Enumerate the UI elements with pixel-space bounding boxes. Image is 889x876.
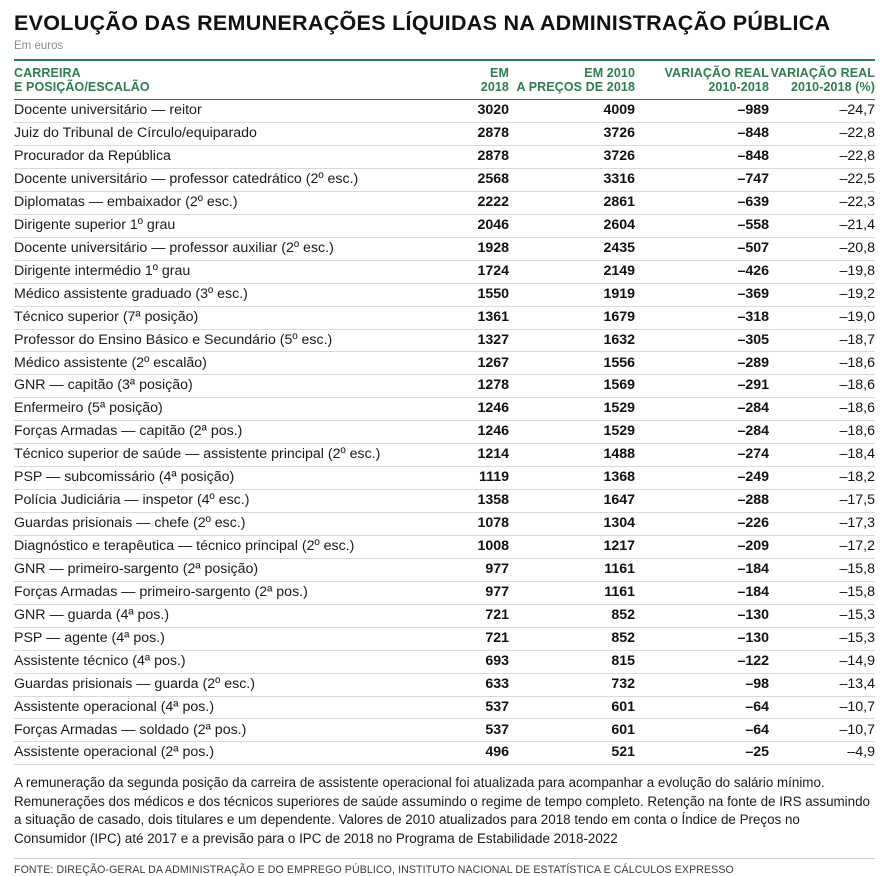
column-header-variacao-real-line1: VARIAÇÃO REAL xyxy=(664,65,769,80)
cell-em2010: 1647 xyxy=(509,490,635,513)
table-row xyxy=(14,191,875,214)
cell-variacao-real-pct: –15,8 xyxy=(769,558,875,581)
cell-em2018: 537 xyxy=(423,719,509,742)
table-row xyxy=(14,237,875,260)
cell-em2018: 2222 xyxy=(423,191,509,214)
cell-carreira: GNR — guarda (4ª pos.) xyxy=(14,604,423,627)
cell-variacao-real: –226 xyxy=(635,513,769,536)
table-row xyxy=(14,673,875,696)
table-row xyxy=(14,581,875,604)
cell-carreira: Forças Armadas — capitão (2ª pos.) xyxy=(14,421,423,444)
table-row xyxy=(14,513,875,536)
cell-variacao-real: –507 xyxy=(635,237,769,260)
cell-variacao-real: –122 xyxy=(635,650,769,673)
table-row xyxy=(14,260,875,283)
cell-em2010: 1161 xyxy=(509,558,635,581)
cell-carreira: GNR — capitão (3ª posição) xyxy=(14,375,423,398)
table-row xyxy=(14,329,875,352)
table-row xyxy=(14,742,875,765)
cell-em2018: 2046 xyxy=(423,214,509,237)
cell-em2010: 2861 xyxy=(509,191,635,214)
cell-variacao-real-pct: –19,2 xyxy=(769,283,875,306)
cell-em2010: 852 xyxy=(509,604,635,627)
cell-variacao-real-pct: –10,7 xyxy=(769,719,875,742)
cell-variacao-real: –291 xyxy=(635,375,769,398)
source-line: FONTE: DIREÇÃO-GERAL DA ADMINISTRAÇÃO E DO EMPREGO PÚBLICO, INSTITUTO NACIONAL DE ESTATÍSTICA E CÁLCULOS EXPRESSO xyxy=(14,858,875,876)
column-header-variacao-real-pct-line2: 2010-2018 (%) xyxy=(791,80,875,95)
cell-variacao-real: –289 xyxy=(635,352,769,375)
table-row xyxy=(14,398,875,421)
table-row xyxy=(14,306,875,329)
header-divider xyxy=(14,59,875,61)
cell-variacao-real: –284 xyxy=(635,421,769,444)
cell-em2018: 1724 xyxy=(423,260,509,283)
cell-variacao-real: –98 xyxy=(635,673,769,696)
cell-em2018: 1278 xyxy=(423,375,509,398)
table-row xyxy=(14,100,875,123)
table-row xyxy=(14,696,875,719)
column-header-variacao-real-pct xyxy=(769,64,875,100)
cell-em2010: 1919 xyxy=(509,283,635,306)
cell-variacao-real-pct: –19,8 xyxy=(769,260,875,283)
cell-em2018: 1246 xyxy=(423,421,509,444)
cell-em2018: 3020 xyxy=(423,100,509,123)
cell-carreira: Forças Armadas — primeiro-sargento (2ª pos.) xyxy=(14,581,423,604)
cell-variacao-real-pct: –18,4 xyxy=(769,444,875,467)
cell-variacao-real-pct: –22,5 xyxy=(769,168,875,191)
cell-variacao-real: –305 xyxy=(635,329,769,352)
column-header-em2010-line2: A PREÇOS DE 2018 xyxy=(516,80,635,95)
cell-em2010: 1632 xyxy=(509,329,635,352)
cell-carreira: Procurador da República xyxy=(14,146,423,169)
cell-em2018: 1550 xyxy=(423,283,509,306)
cell-em2018: 537 xyxy=(423,696,509,719)
cell-em2010: 601 xyxy=(509,696,635,719)
cell-variacao-real-pct: –18,6 xyxy=(769,375,875,398)
table-row xyxy=(14,604,875,627)
cell-em2010: 1679 xyxy=(509,306,635,329)
cell-variacao-real: –249 xyxy=(635,467,769,490)
cell-variacao-real-pct: –18,2 xyxy=(769,467,875,490)
cell-em2010: 732 xyxy=(509,673,635,696)
cell-variacao-real-pct: –14,9 xyxy=(769,650,875,673)
cell-carreira: Forças Armadas — soldado (2ª pos.) xyxy=(14,719,423,742)
cell-carreira: PSP — agente (4ª pos.) xyxy=(14,627,423,650)
cell-variacao-real: –184 xyxy=(635,581,769,604)
cell-em2018: 1327 xyxy=(423,329,509,352)
table-body xyxy=(14,100,875,765)
cell-em2018: 633 xyxy=(423,673,509,696)
cell-carreira: Guardas prisionais — chefe (2º esc.) xyxy=(14,513,423,536)
cell-variacao-real: –209 xyxy=(635,535,769,558)
cell-carreira: Dirigente superior 1º grau xyxy=(14,214,423,237)
cell-carreira: Professor do Ensino Básico e Secundário (5º esc.) xyxy=(14,329,423,352)
cell-variacao-real-pct: –13,4 xyxy=(769,673,875,696)
cell-em2010: 3316 xyxy=(509,168,635,191)
cell-variacao-real-pct: –10,7 xyxy=(769,696,875,719)
cell-em2018: 1008 xyxy=(423,535,509,558)
column-header-em2010-line1: EM 2010 xyxy=(584,65,635,80)
table-header-row xyxy=(14,64,875,100)
cell-em2010: 1556 xyxy=(509,352,635,375)
cell-carreira: Assistente operacional (2ª pos.) xyxy=(14,742,423,765)
cell-carreira: GNR — primeiro-sargento (2ª posição) xyxy=(14,558,423,581)
cell-variacao-real: –318 xyxy=(635,306,769,329)
table-row xyxy=(14,650,875,673)
cell-variacao-real: –284 xyxy=(635,398,769,421)
column-header-carreira-line2: E POSIÇÃO/ESCALÃO xyxy=(14,80,150,95)
cell-variacao-real-pct: –18,6 xyxy=(769,352,875,375)
remuneration-table xyxy=(14,64,875,766)
cell-carreira: Médico assistente graduado (3º esc.) xyxy=(14,283,423,306)
cell-em2010: 1569 xyxy=(509,375,635,398)
cell-em2018: 1119 xyxy=(423,467,509,490)
cell-em2010: 3726 xyxy=(509,146,635,169)
cell-variacao-real: –130 xyxy=(635,627,769,650)
cell-em2018: 1214 xyxy=(423,444,509,467)
cell-em2010: 601 xyxy=(509,719,635,742)
cell-em2018: 1078 xyxy=(423,513,509,536)
cell-variacao-real-pct: –4,9 xyxy=(769,742,875,765)
table-row xyxy=(14,535,875,558)
cell-variacao-real: –369 xyxy=(635,283,769,306)
cell-em2010: 3726 xyxy=(509,123,635,146)
cell-variacao-real-pct: –19,0 xyxy=(769,306,875,329)
cell-variacao-real: –130 xyxy=(635,604,769,627)
cell-variacao-real: –288 xyxy=(635,490,769,513)
column-header-em2018 xyxy=(423,64,509,100)
table-row xyxy=(14,444,875,467)
table-row xyxy=(14,558,875,581)
cell-carreira: Diplomatas — embaixador (2º esc.) xyxy=(14,191,423,214)
cell-em2018: 1361 xyxy=(423,306,509,329)
column-header-variacao-real-pct-line1: VARIAÇÃO REAL xyxy=(770,65,875,80)
cell-carreira: Docente universitário — professor catedrático (2º esc.) xyxy=(14,168,423,191)
column-header-em2010 xyxy=(509,64,635,100)
cell-variacao-real: –64 xyxy=(635,719,769,742)
cell-variacao-real: –747 xyxy=(635,168,769,191)
cell-em2018: 496 xyxy=(423,742,509,765)
cell-variacao-real-pct: –15,8 xyxy=(769,581,875,604)
cell-variacao-real: –848 xyxy=(635,146,769,169)
page-subtitle: Em euros xyxy=(14,39,64,52)
cell-em2018: 721 xyxy=(423,627,509,650)
cell-carreira: Assistente operacional (4ª pos.) xyxy=(14,696,423,719)
cell-variacao-real: –639 xyxy=(635,191,769,214)
cell-em2010: 1161 xyxy=(509,581,635,604)
table-row xyxy=(14,719,875,742)
cell-variacao-real: –558 xyxy=(635,214,769,237)
notes-block xyxy=(14,774,875,848)
cell-variacao-real-pct: –20,8 xyxy=(769,237,875,260)
cell-carreira: Médico assistente (2º escalão) xyxy=(14,352,423,375)
table-row xyxy=(14,146,875,169)
cell-em2010: 852 xyxy=(509,627,635,650)
cell-em2018: 2878 xyxy=(423,123,509,146)
cell-carreira: Diagnóstico e terapêutica — técnico principal (2º esc.) xyxy=(14,535,423,558)
cell-variacao-real-pct: –17,3 xyxy=(769,513,875,536)
cell-em2018: 1267 xyxy=(423,352,509,375)
cell-em2010: 4009 xyxy=(509,100,635,123)
cell-variacao-real: –64 xyxy=(635,696,769,719)
table-row xyxy=(14,490,875,513)
cell-variacao-real-pct: –21,4 xyxy=(769,214,875,237)
cell-variacao-real-pct: –17,5 xyxy=(769,490,875,513)
cell-em2010: 2435 xyxy=(509,237,635,260)
cell-variacao-real-pct: –24,7 xyxy=(769,100,875,123)
cell-carreira: Técnico superior de saúde — assistente principal (2º esc.) xyxy=(14,444,423,467)
cell-carreira: PSP — subcomissário (4ª posição) xyxy=(14,467,423,490)
cell-variacao-real-pct: –18,7 xyxy=(769,329,875,352)
cell-em2010: 1217 xyxy=(509,535,635,558)
table-row xyxy=(14,467,875,490)
cell-variacao-real: –426 xyxy=(635,260,769,283)
column-header-carreira xyxy=(14,64,423,100)
table-row xyxy=(14,214,875,237)
table-row xyxy=(14,375,875,398)
cell-carreira: Dirigente intermédio 1º grau xyxy=(14,260,423,283)
cell-variacao-real-pct: –15,3 xyxy=(769,604,875,627)
cell-variacao-real-pct: –22,3 xyxy=(769,191,875,214)
cell-em2010: 521 xyxy=(509,742,635,765)
table-row xyxy=(14,352,875,375)
cell-em2010: 2604 xyxy=(509,214,635,237)
cell-em2010: 815 xyxy=(509,650,635,673)
notes-text: A remuneração da segunda posição da carreira de assistente operacional foi atualizada para acompanhar a evolução do salário mínimo. Remunerações dos médicos e dos técnicos superiores de saúde assumindo o regime de tempo completo. Retenção na fonte de IRS assumindo a situação de casado, dois titulares e um dependente. Valores de 2010 atualizados para 2018 tendo em conta o Índice de Preços no Consumidor (IPC) até 2017 e a previsão para o IPC de 2018 no Programa de Estabilidade 2018-2022 xyxy=(14,775,870,846)
cell-variacao-real-pct: –22,8 xyxy=(769,146,875,169)
cell-variacao-real-pct: –17,2 xyxy=(769,535,875,558)
cell-variacao-real: –184 xyxy=(635,558,769,581)
cell-carreira: Polícia Judiciária — inspetor (4º esc.) xyxy=(14,490,423,513)
cell-em2018: 1246 xyxy=(423,398,509,421)
cell-carreira: Guardas prisionais — guarda (2º esc.) xyxy=(14,673,423,696)
cell-carreira: Assistente técnico (4ª pos.) xyxy=(14,650,423,673)
cell-em2010: 1368 xyxy=(509,467,635,490)
cell-em2010: 1488 xyxy=(509,444,635,467)
cell-variacao-real-pct: –18,6 xyxy=(769,398,875,421)
table-row xyxy=(14,168,875,191)
cell-em2018: 2568 xyxy=(423,168,509,191)
cell-carreira: Juiz do Tribunal de Círculo/equiparado xyxy=(14,123,423,146)
column-header-variacao-real xyxy=(635,64,769,100)
cell-em2018: 2878 xyxy=(423,146,509,169)
cell-em2010: 1529 xyxy=(509,421,635,444)
table-row xyxy=(14,627,875,650)
cell-em2010: 1529 xyxy=(509,398,635,421)
column-header-carreira-line1: CARREIRA xyxy=(14,65,81,80)
column-header-variacao-real-line2: 2010-2018 xyxy=(708,80,769,95)
cell-em2018: 977 xyxy=(423,581,509,604)
cell-carreira: Docente universitário — professor auxiliar (2º esc.) xyxy=(14,237,423,260)
cell-em2010: 2149 xyxy=(509,260,635,283)
cell-variacao-real-pct: –18,6 xyxy=(769,421,875,444)
cell-variacao-real-pct: –22,8 xyxy=(769,123,875,146)
page-title: EVOLUÇÃO DAS REMUNERAÇÕES LÍQUIDAS NA ADMINISTRAÇÃO PÚBLICA xyxy=(14,11,831,35)
cell-carreira: Técnico superior (7ª posição) xyxy=(14,306,423,329)
column-header-em2018-line2: 2018 xyxy=(480,80,509,95)
cell-variacao-real-pct: –15,3 xyxy=(769,627,875,650)
cell-carreira: Enfermeiro (5ª posição) xyxy=(14,398,423,421)
table-row xyxy=(14,421,875,444)
cell-variacao-real: –274 xyxy=(635,444,769,467)
cell-em2018: 721 xyxy=(423,604,509,627)
column-header-em2018-line1: EM xyxy=(490,65,509,80)
cell-variacao-real: –848 xyxy=(635,123,769,146)
cell-variacao-real: –989 xyxy=(635,100,769,123)
cell-carreira: Docente universitário — reitor xyxy=(14,100,423,123)
cell-em2018: 1358 xyxy=(423,490,509,513)
cell-em2018: 1928 xyxy=(423,237,509,260)
cell-em2010: 1304 xyxy=(509,513,635,536)
table-row xyxy=(14,123,875,146)
cell-em2018: 693 xyxy=(423,650,509,673)
cell-em2018: 977 xyxy=(423,558,509,581)
table-row xyxy=(14,283,875,306)
cell-variacao-real: –25 xyxy=(635,742,769,765)
